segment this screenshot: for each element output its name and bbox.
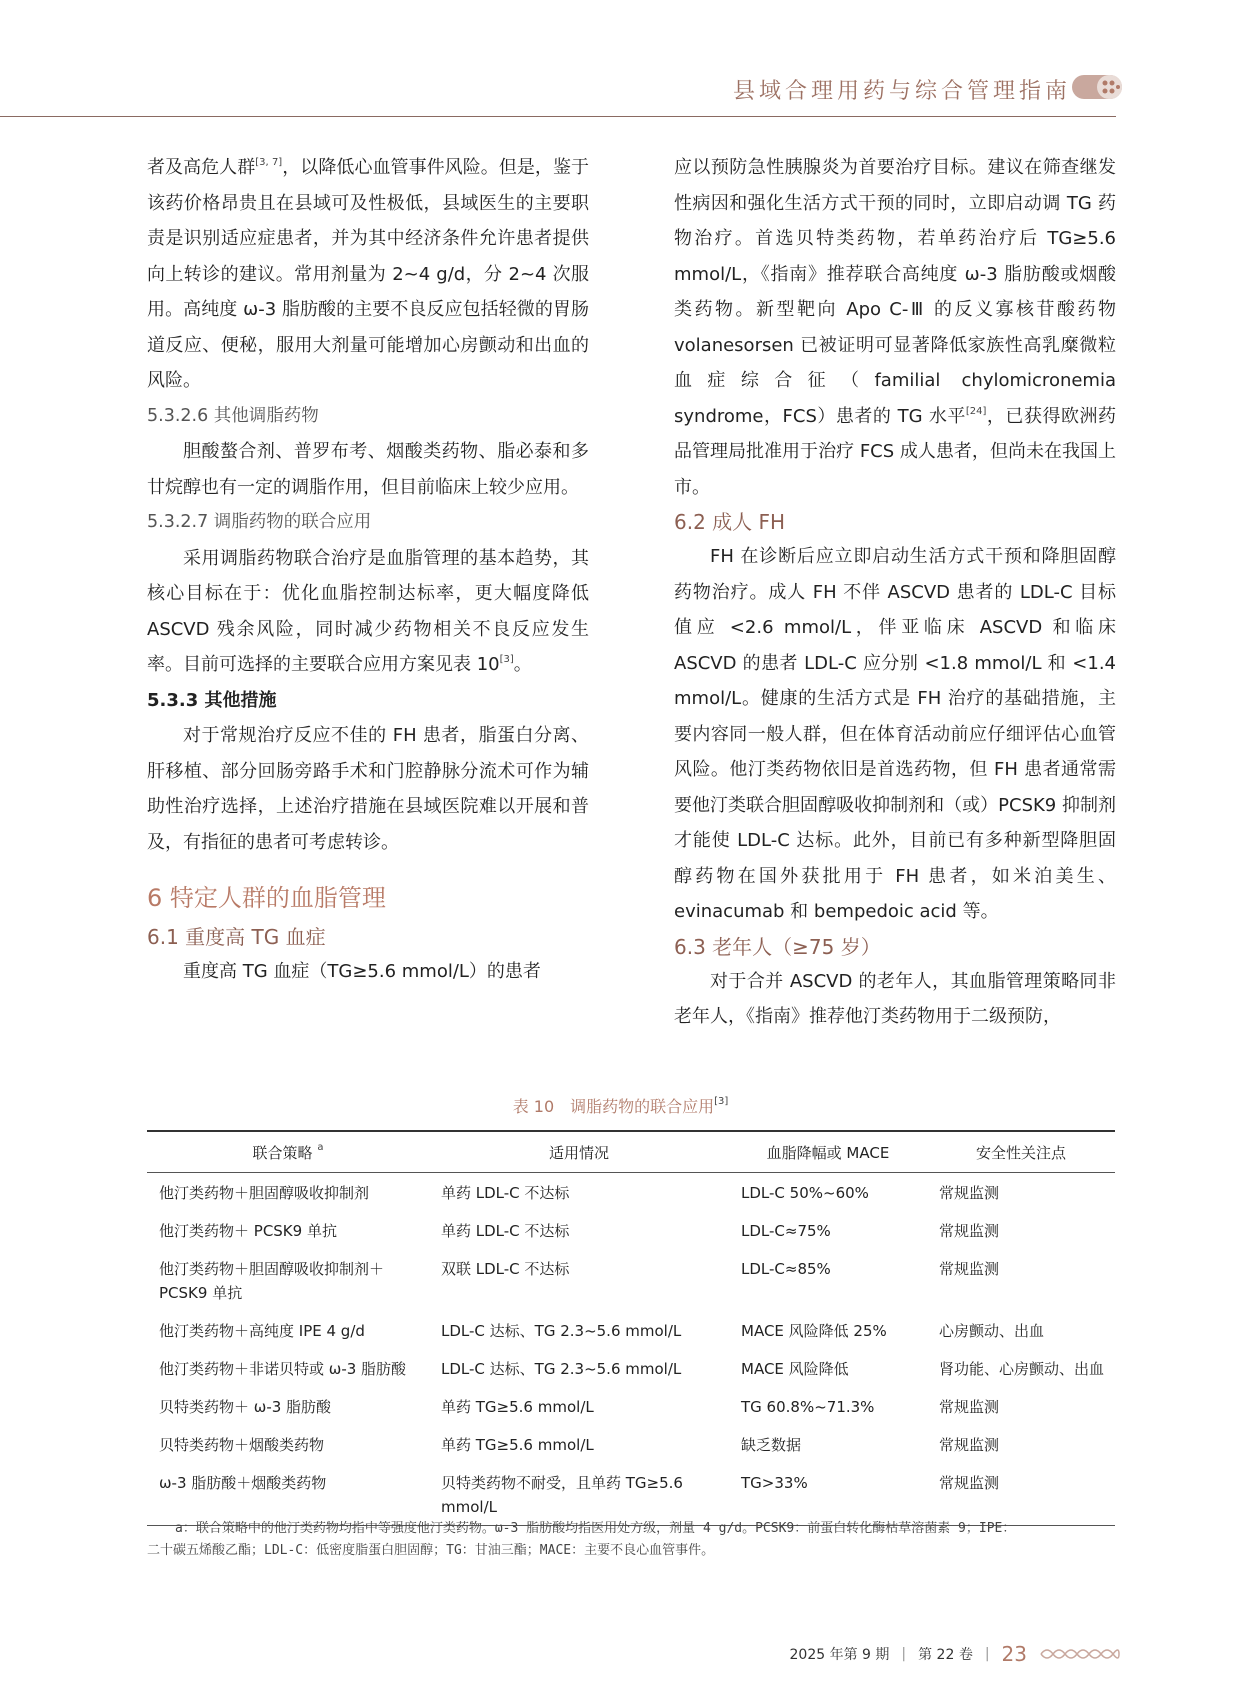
citation: [3]	[499, 654, 514, 665]
section-heading: 6.3 老年人（≥75 岁）	[674, 934, 881, 959]
table-cell: 双联 LDL-C 不达标	[441, 1260, 570, 1278]
table-cell: MACE 风险降低	[741, 1360, 849, 1378]
header-text: 联合策略	[252, 1143, 313, 1162]
citation: [3, 7]	[255, 157, 283, 168]
table-row	[147, 1211, 1115, 1249]
table-row	[147, 1387, 1115, 1425]
page-footer	[790, 1642, 1122, 1666]
table-cell: TG 60.8%~71.3%	[741, 1398, 875, 1416]
table-cell: TG>33%	[729, 1463, 927, 1526]
table-cell: 贝特类药物＋烟酸类药物	[159, 1436, 325, 1454]
section-heading: 5.3.3 其他措施	[147, 689, 277, 711]
footnote-line: a：联合策略中的他汀类药物均指中等强度他汀类药物。ω-3 脂肪酸均指医用处方级，剂量 4 g/d。PCSK9：前蛋白转化酶枯草溶菌素 9；IPE：	[175, 1521, 1016, 1536]
table-cell: 常规监测	[939, 1260, 1000, 1278]
caption-text: 表 10 调脂药物的联合应用	[512, 1097, 715, 1116]
table-row	[147, 1463, 1115, 1526]
table-cell: 单药 LDL-C 不达标	[441, 1184, 570, 1202]
combination-therapy-table	[147, 1130, 1115, 1526]
table-cell: 贝特类药物＋ ω-3 脂肪酸	[159, 1398, 332, 1416]
paragraph	[674, 150, 1116, 505]
paragraph	[147, 150, 589, 399]
table-cell: 常规监测	[939, 1222, 1000, 1240]
table-cell: LDL-C 达标、TG 2.3~5.6 mmol/L	[441, 1360, 682, 1378]
text-run: ，已获得欧洲药品管理局批准用于治疗 FCS 成人患者，但尚未在我国上市。	[674, 405, 1116, 498]
table-cell: 心房颤动、出血	[939, 1322, 1045, 1340]
table-cell: ω-3 脂肪酸＋烟酸类药物	[147, 1463, 429, 1526]
subsection-heading: 5.3.2.6 其他调脂药物	[147, 405, 319, 426]
header-rule	[0, 116, 1116, 117]
table-cell: 他汀类药物＋ PCSK9 单抗	[159, 1222, 337, 1240]
table-row	[147, 1349, 1115, 1387]
table-row	[147, 1173, 1115, 1212]
column-header: 血脂降幅或 MACE	[729, 1131, 927, 1173]
footnote-line: 二十碳五烯酸乙酯；LDL-C：低密度脂蛋白胆固醇；TG：甘油三酯；MACE：主要不良心血管事件。	[147, 1543, 715, 1558]
table-cell: 常规监测	[939, 1436, 1000, 1454]
text-run: 采用调脂药物联合治疗是血脂管理的基本趋势，其核心目标在于：优化血脂控制达标率，更大幅度降低 ASCVD 残余风险，同时减少药物相关不良反应发生率。目前可选择的主要联合应用方案见表 10	[147, 547, 589, 675]
table-cell: 他汀类药物＋胆固醇吸收抑制剂＋PCSK9 单抗	[159, 1260, 385, 1302]
table-row	[147, 1249, 1115, 1311]
text-run: 应以预防急性胰腺炎为首要治疗目标。建议在筛查继发性病因和强化生活方式干预的同时，立即启动调 TG 药物治疗。首选贝特类药物，若单药治疗后 TG≥5.6 mmol/L，《指南》推荐联合高纯度 ω-3 脂肪酸或烟酸类药物。新型靶向 Apo C-Ⅲ 的反义寡核苷酸药物 volanesorsen 已被证明可显著降低家族性高乳糜微粒血症综合征（familial chylomicronemia syndrome，FCS）患者的 TG 水平	[674, 157, 1116, 427]
issue-label: 2025 年第 9 期	[789, 1647, 890, 1663]
table-footnote	[147, 1518, 1115, 1562]
text-run: ，以降低心血管事件风险。但是，鉴于该药价格昂贵且在县域可及性极低，县域医生的主要职责是识别适应症患者，并为其中经济条件允许患者提供向上转诊的建议。常用剂量为 2~4 g/d，分 2~4 次服用。高纯度 ω-3 脂肪酸的主要不良反应包括轻微的胃肠道反应、便秘，服用大剂量可能增加心房颤动和出血的风险。	[147, 157, 590, 391]
table-cell: 单药 TG≥5.6 mmol/L	[441, 1436, 594, 1454]
section-heading: 6.2 成人 FH	[674, 510, 786, 534]
column-header: 适用情况	[429, 1131, 729, 1173]
column-header	[147, 1131, 429, 1173]
volume-label: 第 22 卷	[918, 1647, 973, 1663]
citation: [3]	[714, 1096, 729, 1107]
divider: |	[901, 1646, 907, 1662]
paragraph: 对于常规治疗反应不佳的 FH 患者，脂蛋白分离、肝移植、部分回肠旁路手术和门腔静脉分流术可作为辅助性治疗选择，上述治疗措施在县域医院难以开展和普及，有指征的患者可考虑转诊。	[147, 725, 589, 853]
table-cell: 缺乏数据	[741, 1436, 802, 1454]
table-row	[147, 1425, 1115, 1463]
paragraph: 对于合并 ASCVD 的老年人，其血脂管理策略同非老年人，《指南》推荐他汀类药物用于二级预防，	[674, 970, 1116, 1027]
section-heading: 6.1 重度高 TG 血症	[147, 925, 326, 949]
divider: |	[984, 1646, 990, 1662]
table-cell: LDL-C≈85%	[741, 1260, 831, 1278]
table-cell: 他汀类药物＋高纯度 IPE 4 g/d	[159, 1322, 365, 1340]
table-caption	[0, 1094, 1241, 1117]
left-column	[147, 150, 589, 990]
table-cell: 他汀类药物＋非诺贝特或 ω-3 脂肪酸	[159, 1360, 407, 1378]
right-column	[674, 150, 1116, 1035]
text-run: 。	[513, 654, 532, 675]
subsection-heading: 5.3.2.7 调脂药物的联合应用	[147, 512, 372, 532]
table-cell: 常规监测	[939, 1398, 1000, 1416]
footnote-marker: a	[317, 1141, 324, 1153]
table-cell: 贝特类药物不耐受，且单药 TG≥5.6 mmol/L	[429, 1463, 729, 1526]
citation: [24]	[965, 405, 987, 417]
journal-section-title: 县域合理用药与综合管理指南	[732, 79, 1071, 104]
paragraph: 重度高 TG 血症（TG≥5.6 mmol/L）的患者	[183, 961, 541, 982]
table-row	[147, 1311, 1115, 1349]
table-cell: 单药 TG≥5.6 mmol/L	[441, 1398, 594, 1416]
capsule-logo-icon	[1071, 72, 1123, 102]
table-cell: LDL-C 达标、TG 2.3~5.6 mmol/L	[441, 1322, 682, 1340]
paragraph: FH 在诊断后应立即启动生活方式干预和降胆固醇药物治疗。成人 FH 不伴 ASCVD 患者的 LDL-C 目标值应 <2.6 mmol/L，伴亚临床 ASCVD 和临床 ASCVD 的患者 LDL-C 应分别 <1.8 mmol/L 和 <1.4 mmol/L。健康的生活方式是 FH 治疗的基础措施，主要内容同一般人群，但在体育活动前应仔细评估心血管风险。他汀类药物依旧是首选药物，但 FH 患者通常需要他汀类联合胆固醇吸收抑制剂和（或）PCSK9 抑制剂才能使 LDL-C 达标。此外，目前已有多种新型降胆固醇药物在国外获批用于 FH 患者，如米泊美生、evinacumab 和 bempedoic acid 等。	[674, 546, 1116, 922]
table-cell: 肾功能、心房颤动、出血	[939, 1360, 1105, 1378]
paragraph	[147, 541, 589, 683]
column-header: 安全性关注点	[927, 1131, 1115, 1173]
wave-decoration-icon	[1039, 1645, 1121, 1663]
table-cell: 常规监测	[927, 1463, 1115, 1526]
page-number: 23	[1001, 1642, 1027, 1666]
table-cell: 他汀类药物＋胆固醇吸收抑制剂	[159, 1184, 370, 1202]
table-cell: MACE 风险降低 25%	[741, 1322, 887, 1340]
table-cell: LDL-C≈75%	[741, 1222, 831, 1240]
paragraph: 胆酸螯合剂、普罗布考、烟酸类药物、脂必泰和多廿烷醇也有一定的调脂作用，但目前临床上较少应用。	[147, 441, 589, 498]
text-run: 者及高危人群	[147, 157, 256, 178]
table-header-row	[147, 1131, 1115, 1173]
table-cell: LDL-C 50%~60%	[741, 1184, 869, 1202]
table-cell: 单药 LDL-C 不达标	[441, 1222, 570, 1240]
table-cell: 常规监测	[939, 1184, 1000, 1202]
chapter-heading: 6 特定人群的血脂管理	[147, 884, 386, 912]
